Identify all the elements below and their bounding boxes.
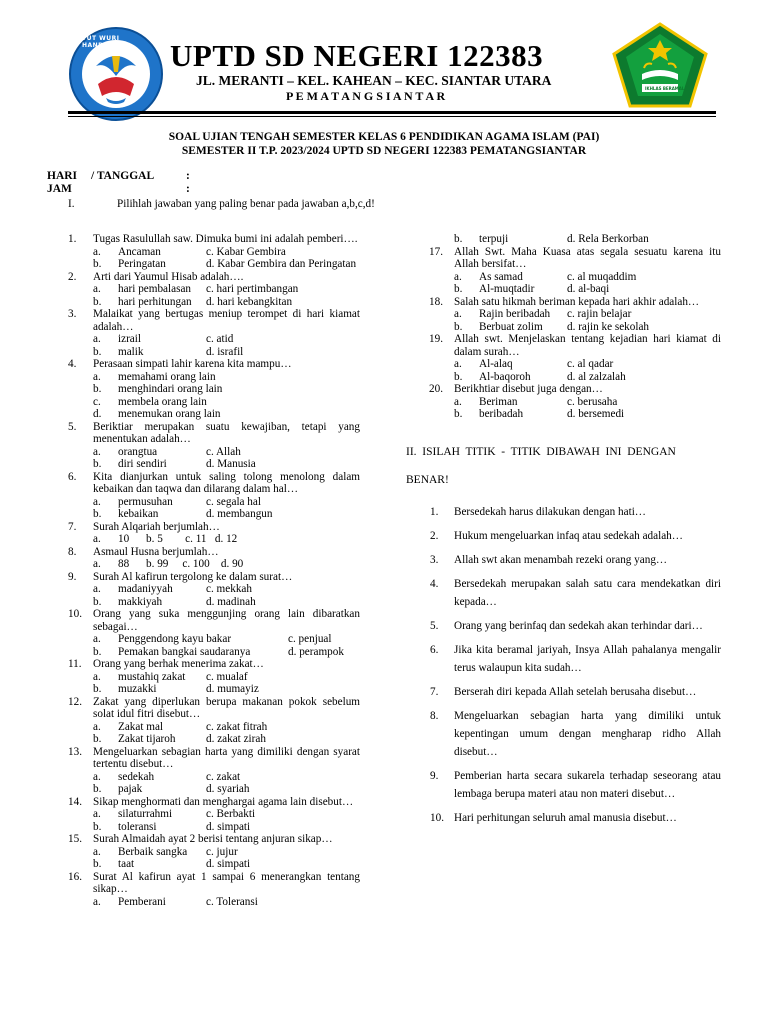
essay-question [430, 527, 721, 545]
option-letter: a. [454, 358, 462, 370]
question-number: 11. [68, 658, 82, 670]
question-number: 6. [430, 644, 439, 656]
school-name: UPTD SD NEGERI 122383 [170, 38, 544, 73]
option-text-alt: d. simpati [206, 820, 251, 833]
answer-option-row [68, 671, 360, 684]
question-number: 9. [430, 770, 439, 782]
answer-option-row [68, 858, 360, 871]
option-text-alt: d. al-baqi [567, 283, 610, 295]
option-letter: b. [93, 295, 102, 308]
option-letter: a. [93, 895, 101, 908]
option-text: silaturrahmi [118, 808, 173, 820]
answer-option-row [429, 371, 721, 384]
option-text: hari pembalasan [118, 283, 191, 295]
option-letter: a. [93, 845, 101, 858]
option-text-alt: c. mekkah [206, 583, 252, 595]
answer-option-row [68, 346, 360, 359]
option-letter: b. [93, 683, 102, 695]
option-text: sedekah [118, 770, 155, 783]
option-text: makkiyah [118, 595, 163, 608]
mc-question [68, 546, 360, 571]
option-letter: b. [93, 258, 102, 270]
answer-option-row [68, 583, 360, 596]
question-number: 2. [430, 530, 439, 542]
mc-question [68, 421, 360, 471]
option-text-alt: d. Kabar Gembira dan Peringatan [206, 258, 357, 270]
answer-option-row [68, 896, 360, 909]
answer-option-row [68, 558, 360, 571]
mc-question [429, 333, 721, 383]
option-text: hari perhitungan [118, 295, 192, 308]
answer-option-row [68, 371, 360, 384]
question-text: Salah satu hikmah beriman kepada hari akhir adalah… [454, 295, 700, 308]
question-number: 7. [430, 686, 439, 698]
question-text: Zakat yang diperlukan berupa makanan pokok sebelum solat idul fitri disebut… [93, 695, 360, 720]
essay-question [430, 683, 721, 701]
question-number: 3. [68, 308, 77, 320]
answer-option-row [68, 683, 360, 696]
option-letter: a. [93, 583, 101, 595]
option-text-alt: c. Toleransi [206, 895, 258, 908]
question-number: 14. [68, 795, 82, 808]
option-text: toleransi [118, 820, 157, 833]
logo-text: TUT WURI HANDAYANI [82, 35, 126, 49]
question-column-left [68, 233, 360, 908]
answer-option-row [429, 408, 721, 421]
question-text: Surah Almaidah ayat 2 berisi tentang anjuran sikap… [93, 833, 333, 845]
mc-question [429, 296, 721, 334]
section-2-heading: II. ISILAH TITIK - TITIK DIBAWAH INI DENGAN [406, 446, 676, 458]
option-text: menghindari orang lain [118, 383, 223, 395]
essay-question-list [430, 503, 721, 833]
mc-question [68, 871, 360, 909]
question-text: Bersedekah merupakan salah satu cara mendekatkan diri kepada… [454, 578, 721, 608]
answer-option-row [68, 808, 360, 821]
section-1-number: I. [68, 198, 75, 210]
exam-title-line-2: SEMESTER II T.P. 2023/2024 UPTD SD NEGERI 122383 PEMATANGSIANTAR [181, 145, 587, 157]
option-text: terpuji [479, 233, 509, 245]
mc-question [68, 658, 360, 696]
answer-option-row [429, 396, 721, 409]
option-text-alt: c. segala hal [206, 495, 261, 508]
question-column-right [429, 233, 721, 421]
question-number: 3. [430, 554, 439, 566]
option-text: Rajin beribadah [479, 308, 551, 320]
option-letter: b. [93, 383, 102, 395]
answer-option-row [68, 846, 360, 859]
tanggal-label: / TANGGAL [91, 170, 155, 182]
question-number: 4. [68, 358, 77, 370]
option-text: Al-muqtadir [479, 283, 535, 295]
answer-option-row [68, 733, 360, 746]
mc-question [68, 271, 360, 309]
question-text: Malaikat yang bertugas meniup terompet di hari kiamat adalah… [93, 308, 360, 333]
mc-question [68, 608, 360, 658]
option-text: beribadah [479, 408, 524, 420]
header-divider-thin [68, 116, 716, 117]
option-text: taat [118, 858, 135, 870]
option-text-alt: c. penjual [288, 633, 332, 645]
answer-option-row [429, 308, 721, 321]
question-number: 17. [429, 245, 443, 258]
question-number: 7. [68, 520, 77, 533]
mc-question [68, 833, 360, 871]
option-letter: a. [93, 558, 101, 570]
question-text: Tugas Rasulullah saw. Dimuka bumi ini adalah pemberi…. [93, 233, 358, 245]
question-text: Perasaan simpati lahir karena kita mampu… [93, 358, 292, 370]
question-text: Jika kita beramal jariyah, Insya Allah pahalanya mengalir terus walaupun kita sudah… [454, 644, 721, 674]
option-text-alt: d. perampok [288, 645, 344, 658]
answer-option-row [429, 358, 721, 371]
option-text-alt: d. al zalzalah [567, 370, 626, 383]
answer-option-row [68, 408, 360, 421]
option-text: Al-alaq [479, 358, 513, 370]
option-letter: b. [93, 858, 102, 870]
option-text-alt: c. al qadar [567, 358, 614, 370]
question-text: Mengeluarkan sebagian harta yang dimiliki untuk kepentingan umum dengan mengharap ridho Allah disebut… [454, 710, 721, 758]
question-number: 1. [430, 506, 439, 518]
question-number: 10. [68, 608, 82, 620]
option-text: pajak [118, 783, 143, 795]
answer-option-row [68, 446, 360, 459]
mc-question [68, 521, 360, 546]
option-letter: a. [93, 245, 101, 258]
option-text: Beriman [479, 395, 518, 408]
logo-text: IKHLAS BERAMAL [645, 86, 685, 91]
option-letter: a. [93, 370, 101, 383]
option-text-alt: d. bersemedi [567, 408, 625, 420]
mc-question [68, 796, 360, 834]
mc-question [68, 471, 360, 521]
option-letter: a. [93, 445, 101, 458]
option-letter: b. [93, 645, 102, 658]
option-letter: a. [93, 720, 101, 733]
question-text: Mengeluarkan sebagian harta yang dimiliki dengan syarat tertentu disebut… [93, 745, 360, 770]
question-text: Orang yang berhak menerima zakat… [93, 658, 264, 670]
option-text-alt: c. zakat fitrah [206, 720, 268, 733]
answer-option-row [68, 783, 360, 796]
question-text: Orang yang suka menggunjing orang lain dibaratkan sebagai… [93, 608, 360, 633]
answer-option-row [68, 771, 360, 784]
option-letter: d. [93, 408, 102, 420]
option-letter: a. [93, 633, 101, 645]
option-text: permusuhan [118, 495, 173, 508]
mc-question [68, 233, 360, 271]
answer-option-row [68, 246, 360, 259]
option-text: Peringatan [118, 258, 166, 270]
answer-option-row [429, 283, 721, 296]
essay-question [430, 575, 721, 611]
question-text: Pemberian harta secara sukarela terhadap seseorang atau lembaga berupa materi atau non materi disebut… [454, 770, 721, 800]
option-letter: b. [93, 820, 102, 833]
option-text: As samad [479, 270, 523, 283]
answer-option-row [429, 233, 721, 246]
option-text-alt: c. berusaha [567, 395, 618, 408]
mc-question [68, 358, 360, 421]
option-text-alt: c. jujur [206, 845, 238, 858]
option-letter: a. [93, 283, 101, 295]
option-letter: b. [93, 508, 102, 520]
option-text: memahami orang lain [118, 370, 216, 383]
option-text: Pemakan bangkai saudaranya [118, 645, 251, 658]
option-letter: a. [93, 533, 101, 545]
option-letter: a. [454, 308, 462, 320]
answer-option-row [429, 271, 721, 284]
option-text-alt: c. atid [206, 333, 234, 345]
mc-question [68, 308, 360, 358]
option-text: Al-baqoroh [479, 370, 531, 383]
option-letter: a. [93, 670, 101, 683]
option-letter: a. [93, 808, 101, 820]
jam-colon: : [186, 183, 190, 195]
answer-option-row [68, 458, 360, 471]
question-number: 10. [430, 812, 444, 824]
option-letter: b. [454, 233, 463, 245]
question-text: Allah swt. Menjelaskan tentang kejadian hari kiamat di dalam surah… [454, 333, 721, 358]
question-text: Surat Al kafirun ayat 1 sampai 6 menerangkan tentang sikap… [93, 870, 360, 895]
option-text: mustahiq zakat [118, 670, 186, 683]
kemenag-logo [612, 22, 708, 108]
question-number: 16. [68, 870, 82, 883]
option-text: Penggendong kayu bakar [118, 633, 232, 645]
essay-question [430, 767, 721, 803]
option-text-alt: c. Berbakti [206, 808, 256, 820]
option-text-alt: c. Allah [206, 445, 241, 458]
option-text: muzakki [118, 683, 157, 695]
answer-option-row [68, 496, 360, 509]
option-letter: b. [93, 595, 102, 608]
essay-question [430, 503, 721, 521]
question-number: 18. [429, 295, 443, 308]
hari-label: HARI [47, 170, 78, 182]
option-letter: a. [93, 495, 101, 508]
option-text: menemukan orang lain [118, 408, 221, 420]
option-text: kebaikan [118, 508, 159, 520]
option-letter: a. [454, 270, 462, 283]
question-number: 9. [68, 570, 77, 583]
option-text-alt: d. rajin ke sekolah [567, 320, 650, 333]
option-text-alt: c. rajin belajar [567, 308, 632, 320]
mc-question [429, 246, 721, 296]
essay-question [430, 617, 721, 635]
option-letter: c. [93, 395, 101, 408]
essay-question [430, 707, 721, 761]
question-number: 2. [68, 270, 77, 283]
option-text: madaniyyah [118, 583, 173, 595]
option-text-alt: d. hari kebangkitan [206, 295, 293, 308]
question-text: Berserah diri kepada Allah setelah berusaha disebut… [454, 686, 697, 698]
exam-title-line-1: SOAL UJIAN TENGAH SEMESTER KELAS 6 PENDIDIKAN AGAMA ISLAM (PAI) [168, 131, 600, 143]
option-text: Zakat mal [118, 720, 164, 733]
school-address: JL. MERANTI – KEL. KAHEAN – KEC. SIANTAR UTARA [196, 73, 552, 88]
option-text-alt: c. mualaf [206, 670, 248, 683]
answer-option-row [68, 821, 360, 834]
option-text-alt: d. israfil [206, 345, 244, 358]
option-text: izrail [118, 333, 141, 345]
option-text: malik [118, 345, 144, 358]
answer-option-row [68, 721, 360, 734]
jam-label: JAM [47, 183, 72, 195]
option-text-alt: b. 5 c. 11 d. 12 [146, 533, 238, 545]
mc-question [68, 746, 360, 796]
essay-question [430, 551, 721, 569]
section-2-heading-cont: BENAR! [406, 474, 449, 486]
mc-question [429, 233, 721, 246]
essay-question [430, 809, 721, 827]
answer-option-row [68, 333, 360, 346]
option-text-alt: d. zakat zirah [206, 733, 266, 745]
question-number: 8. [430, 710, 439, 722]
school-city: P E M A T A N G S I A N T A R [286, 89, 446, 103]
option-text-alt: c. zakat [206, 770, 241, 783]
question-number: 12. [68, 695, 82, 708]
answer-option-row [68, 296, 360, 309]
question-number: 15. [68, 833, 82, 845]
mc-question [68, 696, 360, 746]
question-number: 5. [430, 620, 439, 632]
question-number: 1. [68, 233, 77, 245]
answer-option-row [68, 533, 360, 546]
question-text: Kita dianjurkan untuk saling tolong menolong dalam kebaikan dan taqwa dan dilarang dalam hal… [93, 470, 360, 495]
question-number: 13. [68, 745, 82, 758]
option-letter: b. [93, 733, 102, 745]
hari-colon: : [186, 170, 190, 182]
option-letter: b. [93, 458, 102, 470]
option-text-alt: b. 99 c. 100 d. 90 [146, 558, 244, 570]
option-text: Pemberani [118, 895, 166, 908]
question-text: Allah swt akan menambah rezeki orang yang… [454, 554, 668, 566]
tut-wuri-handayani-logo [68, 26, 164, 122]
question-text: Hukum mengeluarkan infaq atau sedekah adalah… [454, 530, 683, 542]
mc-question [68, 571, 360, 609]
option-text: membela orang lain [118, 395, 207, 408]
question-text: Beriktiar merupakan suatu kewajiban, tetapi yang menentukan adalah… [93, 420, 360, 445]
option-text: Zakat tijaroh [118, 733, 176, 745]
option-letter: a. [93, 333, 101, 345]
question-text: Berikhtiar disebut juga dengan… [454, 383, 603, 395]
question-text: Sikap menghormati dan menghargai agama lain disebut… [93, 795, 354, 808]
answer-option-row [68, 596, 360, 609]
question-text: Orang yang berinfaq dan sedekah akan terhindar dari… [454, 620, 703, 632]
option-text: Ancaman [118, 245, 161, 258]
answer-option-row [68, 383, 360, 396]
option-text-alt: c. Kabar Gembira [206, 245, 286, 258]
question-text: Allah Swt. Maha Kuasa atas segala sesuatu karena itu Allah bersifat… [454, 245, 721, 270]
question-number: 20. [429, 383, 443, 395]
option-letter: b. [454, 283, 463, 295]
option-text-alt: d. mumayiz [206, 683, 259, 695]
question-text: Arti dari Yaumul Hisab adalah…. [93, 270, 244, 283]
question-text: Bersedekah harus dilakukan dengan hati… [454, 506, 646, 518]
question-number: 5. [68, 420, 77, 433]
option-letter: b. [93, 345, 102, 358]
essay-question [430, 641, 721, 677]
question-text: Surah Al kafirun tergolong ke dalam surat… [93, 570, 293, 583]
option-text-alt: d. simpati [206, 858, 251, 870]
option-text-alt: c. hari pertimbangan [206, 283, 299, 295]
answer-option-row [68, 258, 360, 271]
option-letter: a. [93, 770, 101, 783]
option-text-alt: d. Manusia [206, 458, 256, 470]
option-letter: b. [454, 408, 463, 420]
question-number: 8. [68, 545, 77, 558]
question-number: 6. [68, 470, 77, 483]
question-text: Asmaul Husna berjumlah… [93, 545, 219, 558]
section-1-instruction: Pilihlah jawaban yang paling benar pada jawaban a,b,c,d! [117, 198, 375, 210]
answer-option-row [68, 396, 360, 409]
option-letter: b. [93, 783, 102, 795]
option-text: diri sendiri [118, 458, 167, 470]
answer-option-row [68, 633, 360, 646]
option-text: 10 [118, 533, 130, 545]
option-text: orangtua [118, 445, 158, 458]
answer-option-row [68, 646, 360, 659]
question-number: 19. [429, 333, 443, 345]
header-divider-thick [68, 111, 716, 114]
question-number: 4. [430, 578, 439, 590]
mc-question [429, 383, 721, 421]
answer-option-row [68, 283, 360, 296]
option-letter: b. [454, 320, 463, 333]
question-text: Hari perhitungan seluruh amal manusia disebut… [454, 812, 677, 824]
option-letter: a. [454, 395, 462, 408]
question-text: Surah Alqariah berjumlah… [93, 520, 220, 533]
option-text-alt: d. Rela Berkorban [567, 233, 649, 245]
option-text-alt: d. syariah [206, 783, 250, 795]
option-text: Berbuat zolim [479, 320, 543, 333]
option-letter: b. [454, 370, 463, 383]
answer-option-row [429, 321, 721, 334]
option-text-alt: c. al muqaddim [567, 270, 637, 283]
option-text: 88 [118, 558, 130, 570]
option-text: Berbaik sangka [118, 845, 188, 858]
option-text-alt: d. madinah [206, 595, 256, 608]
answer-option-row [68, 508, 360, 521]
option-text-alt: d. membangun [206, 508, 273, 520]
